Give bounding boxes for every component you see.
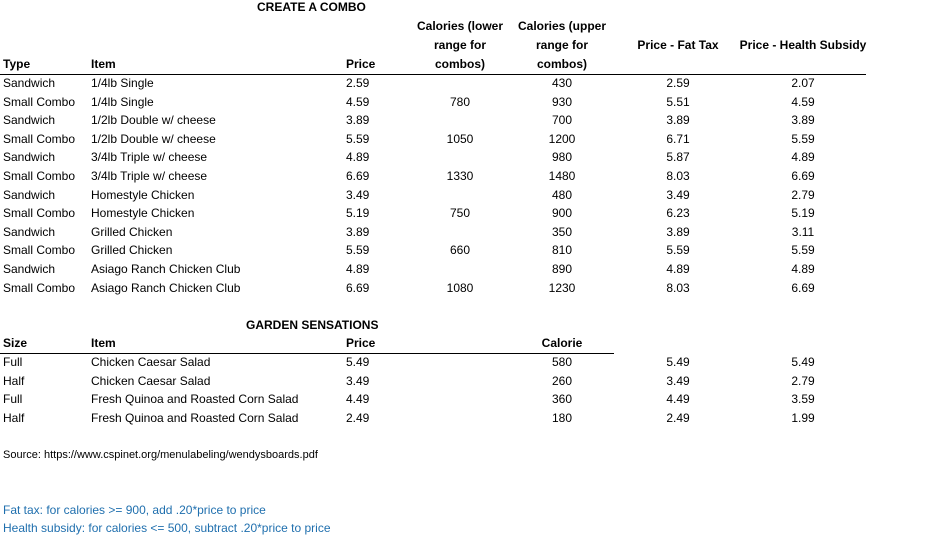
- garden-header-item: Item: [91, 336, 116, 350]
- cell-type: Small Combo: [3, 280, 76, 295]
- cell-price: 4.89: [346, 150, 370, 165]
- cell-item: 3/4lb Triple w/ cheese: [91, 150, 208, 165]
- cell-cal-lower: 660: [449, 243, 471, 258]
- cell-fat-tax: 8.03: [666, 280, 690, 295]
- source-note: Source: https://www.cspinet.org/menulabeling/wendysboards.pdf: [3, 449, 318, 461]
- garden-header-price: Price: [346, 336, 376, 350]
- garden-header-size: Size: [3, 336, 28, 350]
- header-item: Item: [91, 57, 116, 71]
- cell-cal-upper: 980: [551, 150, 573, 165]
- cell-fat-tax: 4.89: [666, 262, 690, 276]
- cell-cal-upper: 480: [551, 187, 573, 202]
- garden-header-calorie: Calorie: [541, 336, 583, 350]
- cell-cal-upper: 700: [551, 113, 573, 128]
- header-health-subsidy: Price - Health Subsidy: [739, 38, 867, 52]
- cell-type: Small Combo: [3, 131, 76, 146]
- cell-subsidy: 6.69: [791, 169, 815, 183]
- cell-fat-tax: 5.51: [666, 94, 690, 109]
- header-calories-upper: Calories (upper range for combos): [517, 19, 607, 71]
- cell-item: Homestyle Chicken: [91, 206, 195, 221]
- cell-fat-tax: 5.49: [666, 355, 690, 369]
- cell-calorie: 360: [551, 392, 573, 406]
- cell-fat-tax: 4.49: [666, 392, 690, 406]
- cell-subsidy: 3.89: [791, 113, 815, 128]
- cell-item: 1/2lb Double w/ cheese: [91, 131, 216, 146]
- cell-type: Small Combo: [3, 243, 76, 258]
- cell-item: Chicken Caesar Salad: [91, 373, 211, 388]
- cell-subsidy: 2.07: [791, 76, 815, 90]
- cell-price: 5.59: [346, 131, 370, 146]
- cell-price: 2.59: [346, 76, 370, 90]
- cell-size: Half: [3, 410, 25, 425]
- cell-item: 1/2lb Double w/ cheese: [91, 113, 216, 128]
- cell-fat-tax: 8.03: [666, 169, 690, 183]
- cell-type: Sandwich: [3, 76, 56, 90]
- cell-cal-lower: 750: [449, 206, 471, 221]
- combo-title: CREATE A COMBO: [257, 0, 366, 14]
- cell-subsidy: 4.59: [791, 94, 815, 109]
- cell-price: 5.59: [346, 243, 370, 258]
- cell-subsidy: 3.11: [791, 224, 815, 239]
- cell-subsidy: 5.59: [791, 243, 815, 258]
- cell-price: 3.89: [346, 113, 370, 128]
- cell-cal-upper: 900: [551, 206, 573, 221]
- cell-item: Asiago Ranch Chicken Club: [91, 280, 241, 295]
- cell-fat-tax: 2.59: [666, 76, 690, 90]
- cell-item: Grilled Chicken: [91, 224, 173, 239]
- cell-cal-upper: 810: [551, 243, 573, 258]
- cell-fat-tax: 5.59: [666, 243, 690, 258]
- cell-price: 5.19: [346, 206, 370, 221]
- header-fat-tax: Price - Fat Tax: [637, 38, 719, 52]
- cell-subsidy: 2.79: [791, 373, 815, 388]
- cell-item: Homestyle Chicken: [91, 187, 195, 202]
- fat-tax-note: Fat tax: for calories >= 900, add .20*price to price: [3, 503, 266, 517]
- cell-subsidy: 4.89: [791, 262, 815, 276]
- cell-fat-tax: 2.49: [666, 410, 690, 425]
- cell-price: 4.89: [346, 262, 370, 276]
- cell-subsidy: 5.59: [791, 131, 815, 146]
- cell-size: Half: [3, 373, 25, 388]
- cell-item: Fresh Quinoa and Roasted Corn Salad: [91, 392, 299, 406]
- cell-price: 6.69: [346, 280, 370, 295]
- cell-price: 5.49: [346, 355, 370, 369]
- cell-cal-upper: 1480: [548, 169, 576, 183]
- cell-cal-lower: 1330: [446, 169, 474, 183]
- cell-type: Sandwich: [3, 262, 56, 276]
- cell-calorie: 180: [551, 410, 573, 425]
- health-subsidy-note: Health subsidy: for calories <= 500, subtract .20*price to price: [3, 521, 331, 535]
- cell-item: 3/4lb Triple w/ cheese: [91, 169, 208, 183]
- cell-cal-upper: 1230: [548, 280, 576, 295]
- cell-fat-tax: 3.89: [666, 224, 690, 239]
- header-calories-lower: Calories (lower range for combos): [416, 19, 504, 71]
- cell-fat-tax: 3.49: [666, 373, 690, 388]
- cell-cal-lower: 1080: [446, 280, 474, 295]
- cell-calorie: 260: [551, 373, 573, 388]
- cell-subsidy: 5.49: [791, 355, 815, 369]
- cell-cal-upper: 930: [551, 94, 573, 109]
- cell-subsidy: 4.89: [791, 150, 815, 165]
- cell-cal-lower: 1050: [446, 131, 474, 146]
- cell-fat-tax: 6.71: [666, 131, 690, 146]
- cell-cal-upper: 430: [551, 76, 573, 90]
- cell-cal-upper: 1200: [548, 131, 576, 146]
- cell-subsidy: 2.79: [791, 187, 815, 202]
- cell-type: Sandwich: [3, 113, 56, 128]
- cell-fat-tax: 6.23: [666, 206, 690, 221]
- cell-item: Grilled Chicken: [91, 243, 173, 258]
- cell-type: Sandwich: [3, 150, 56, 165]
- cell-type: Sandwich: [3, 187, 56, 202]
- cell-type: Small Combo: [3, 169, 76, 183]
- cell-price: 6.69: [346, 169, 370, 183]
- cell-item: Fresh Quinoa and Roasted Corn Salad: [91, 410, 299, 425]
- cell-cal-lower: 780: [449, 94, 471, 109]
- cell-type: Sandwich: [3, 224, 56, 239]
- garden-title: GARDEN SENSATIONS: [246, 318, 379, 332]
- cell-fat-tax: 5.87: [666, 150, 690, 165]
- cell-fat-tax: 3.89: [666, 113, 690, 128]
- cell-price: 3.49: [346, 373, 370, 388]
- cell-size: Full: [3, 355, 23, 369]
- cell-type: Small Combo: [3, 206, 76, 221]
- cell-item: Asiago Ranch Chicken Club: [91, 262, 241, 276]
- cell-fat-tax: 3.49: [666, 187, 690, 202]
- cell-subsidy: 3.59: [791, 392, 815, 406]
- cell-calorie: 580: [551, 355, 573, 369]
- cell-cal-upper: 350: [551, 224, 573, 239]
- cell-price: 2.49: [346, 410, 370, 425]
- cell-type: Small Combo: [3, 94, 76, 109]
- cell-subsidy: 1.99: [791, 410, 815, 425]
- header-type: Type: [3, 57, 31, 71]
- cell-item: 1/4lb Single: [91, 94, 154, 109]
- cell-cal-upper: 890: [551, 262, 573, 276]
- cell-price: 4.49: [346, 392, 370, 406]
- cell-subsidy: 6.69: [791, 280, 815, 295]
- cell-item: Chicken Caesar Salad: [91, 355, 211, 369]
- cell-price: 3.89: [346, 224, 370, 239]
- header-price: Price: [346, 57, 376, 71]
- cell-size: Full: [3, 392, 23, 406]
- cell-price: 4.59: [346, 94, 370, 109]
- cell-subsidy: 5.19: [791, 206, 815, 221]
- cell-item: 1/4lb Single: [91, 76, 154, 90]
- cell-price: 3.49: [346, 187, 370, 202]
